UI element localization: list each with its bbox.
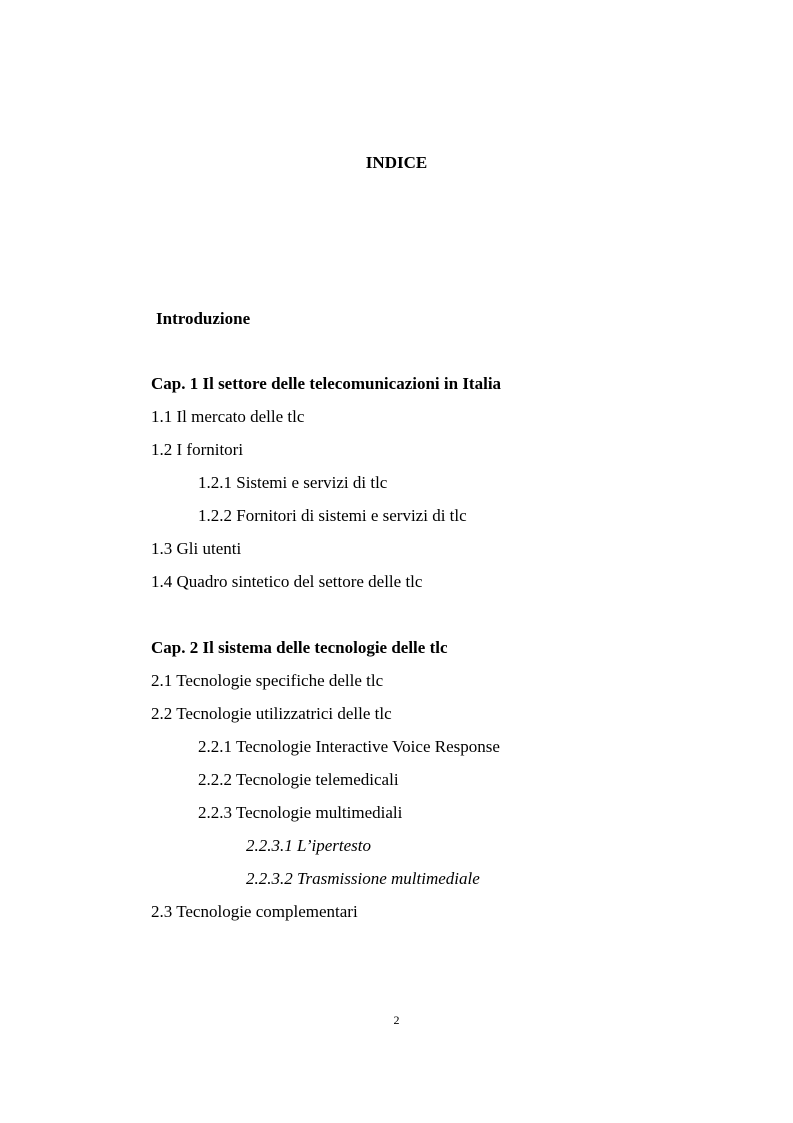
toc-entry-2-1: 2.1 Tecnologie specifiche delle tlc — [151, 671, 384, 690]
toc-entry-2-3: 2.3 Tecnologie complementari — [151, 902, 358, 921]
toc-entry-1-2-1: 1.2.1 Sistemi e servizi di tlc — [198, 473, 388, 492]
toc-entry-1-3: 1.3 Gli utenti — [151, 539, 242, 558]
toc-entry-1-2: 1.2 I fornitori — [151, 440, 244, 459]
toc-entry-2-2: 2.2 Tecnologie utilizzatrici delle tlc — [151, 704, 392, 723]
toc-introduction: Introduzione — [156, 309, 251, 328]
toc-entry-2-2-3-1: 2.2.3.1 L’ipertesto — [246, 836, 371, 855]
toc-chapter-2-heading: Cap. 2 Il sistema delle tecnologie delle tlc — [151, 638, 448, 657]
toc-entry-2-2-1: 2.2.1 Tecnologie Interactive Voice Response — [198, 737, 500, 756]
toc-entry-1-2-2: 1.2.2 Fornitori di sistemi e servizi di tlc — [198, 506, 467, 525]
page-number: 2 — [393, 1013, 400, 1027]
toc-entry-2-2-3-2: 2.2.3.2 Trasmissione multimediale — [246, 869, 480, 888]
toc-entry-1-1: 1.1 Il mercato delle tlc — [151, 407, 305, 426]
toc-entry-2-2-2: 2.2.2 Tecnologie telemedicali — [198, 770, 399, 789]
toc-entry-2-2-3: 2.2.3 Tecnologie multimediali — [198, 803, 403, 822]
toc-title: INDICE — [365, 153, 428, 172]
toc-entry-1-4: 1.4 Quadro sintetico del settore delle tlc — [151, 572, 423, 591]
toc-chapter-1-heading: Cap. 1 Il settore delle telecomunicazioni in Italia — [151, 374, 502, 393]
